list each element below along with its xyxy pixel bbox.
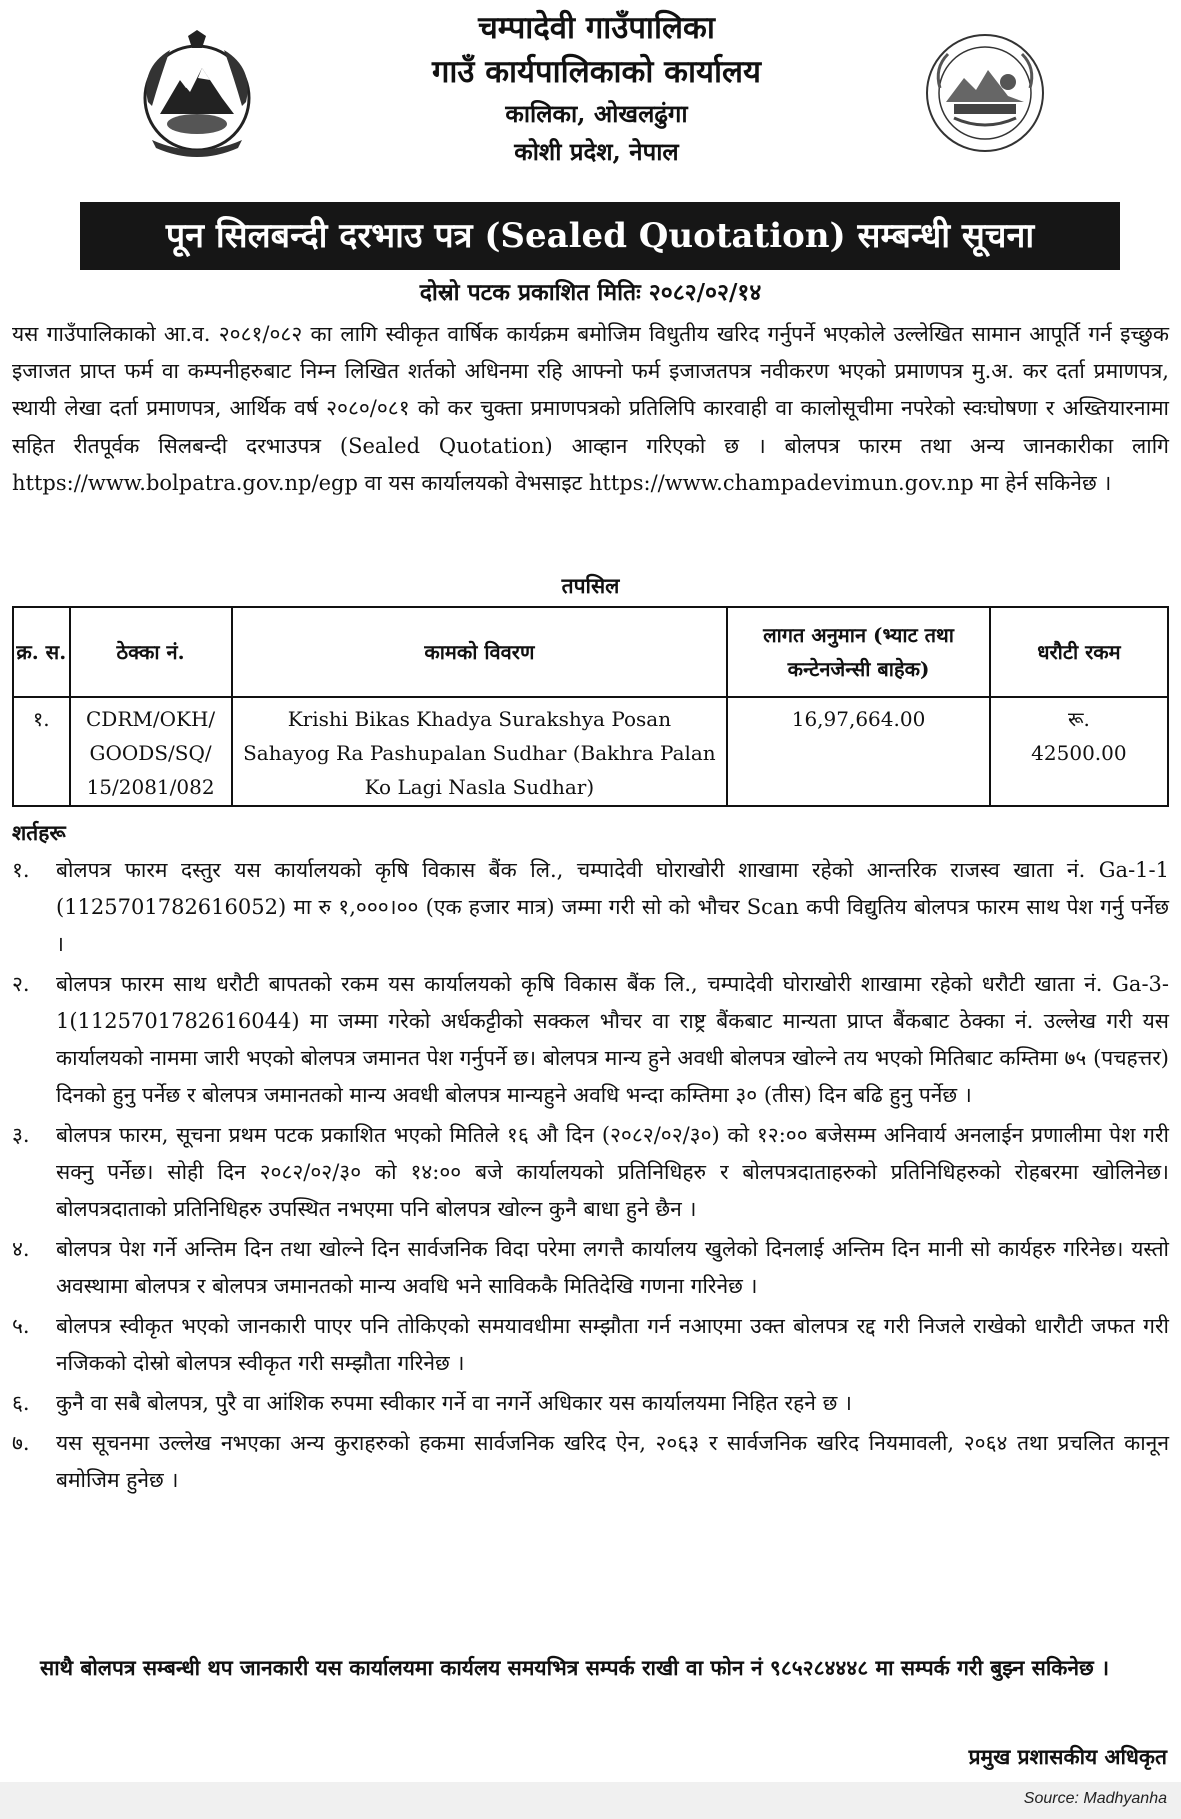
- condition-number: ५.: [12, 1314, 30, 1338]
- letterhead: [12, 6, 1169, 256]
- col-header-sn: क्र. स.: [13, 607, 70, 697]
- condition-text: बोलपत्र फारम दस्तुर यस कार्यालयको कृषि विकास बैंक लि., चम्पादेवी घोराखोरी शाखामा रहेको आन्तरिक राजस्व खाता नं. Ga-1-1 (1125701782616052) मा रु १,०००।०० (एक हजार मात्र) जम्मा गरी सो को भौचर Scan कपी विद्युतिय बोलपत्र फारम साथ पेश गर्नु पर्नेछ ।: [56, 858, 1169, 956]
- cell-sn: १.: [13, 697, 70, 806]
- condition-text: यस सूचनमा उल्लेख नभएका अन्य कुराहरुको हकमा सार्वजनिक खरिद ऐन, २०६३ र सार्वजनिक खरिद नियमावली, २०६४ तथा प्रचलित कानून बमोजिम हुनेछ ।: [56, 1431, 1169, 1492]
- condition-text: बोलपत्र फारम, सूचना प्रथम पटक प्रकाशित भएको मितिले १६ औ दिन (२०८२/०२/३०) को १२:०० बजेसम्म अनिवार्य अनलाईन प्रणालीमा पेश गरी सक्नु पर्नेछ। सोही दिन २०८२/०२/३० को १४:०० बजे कार्यालयको प्रतिनिधिहरु र बोलपत्रदाताहरुको प्रतिनिधिहरुको रोहबरमा खोलिनेछ। बोलपत्रदाताको प्रतिनिधिहरु उपस्थित नभएमा पनि बोलपत्र खोल्न कुनै बाधा हुने छैन ।: [56, 1123, 1169, 1221]
- cell-estimate: 16,97,664.00: [727, 697, 990, 806]
- source-credit: Source: Madhyanha: [1023, 1790, 1167, 1807]
- table-header-row: [13, 607, 1168, 697]
- municipality-logo-icon: [924, 32, 1046, 154]
- conditions-heading: शर्तहरू: [12, 820, 66, 845]
- condition-number: १.: [12, 858, 30, 882]
- list-item: [12, 852, 1169, 963]
- col-header-contract-no: ठेक्का नं.: [70, 607, 232, 697]
- condition-text: बोलपत्र स्वीकृत भएको जानकारी पाएर पनि तोकिएको समयावधीमा सम्झौता गर्न नआएमा उक्त बोलपत्र रद्द गरी निजले राखेको धारौटी जफत गरी नजिकको दोस्रो बोलपत्र स्वीकृत गरी सम्झौता गरिनेछ ।: [56, 1314, 1169, 1375]
- col-header-description: कामको विवरण: [232, 607, 728, 697]
- condition-number: ४.: [12, 1237, 30, 1261]
- condition-text: कुनै वा सबै बोलपत्र, पुरै वा आंशिक रुपमा स्वीकार गर्ने वा नगर्ने अधिकार यस कार्यालयमा निहित रहने छ ।: [56, 1391, 852, 1415]
- cell-description: Krishi Bikas Khadya Surakshya Posan Sahayog Ra Pashupalan Sudhar (Bakhra Palan Ko Lagi Nasla Sudhar): [232, 697, 728, 806]
- signatory-title: प्रमुख प्रशासकीय अधिकृत: [968, 1744, 1167, 1769]
- list-item: [12, 1425, 1169, 1499]
- condition-number: ७.: [12, 1431, 30, 1455]
- table-row: [13, 697, 1168, 806]
- cell-contract-no: CDRM/OKH/ GOODS/SQ/ 15/2081/082: [70, 697, 232, 806]
- condition-text: बोलपत्र पेश गर्ने अन्तिम दिन तथा खोल्ने दिन सार्वजनिक विदा परेमा लगत्तै कार्यालय खुलेको दिनलाई अन्तिम दिन मानी सो कार्यहरु गरिनेछ। यस्तो अवस्थामा बोलपत्र र बोलपत्र जमानतको मान्य अवधि भने साविककै मितिदेखि गणना गरिनेछ ।: [56, 1237, 1169, 1298]
- cell-deposit: रू. 42500.00: [990, 697, 1168, 806]
- province-country: कोशी प्रदेश, नेपाल: [514, 137, 679, 166]
- list-item: [12, 966, 1169, 1114]
- col-header-deposit: धरौटी रकम: [990, 607, 1168, 697]
- publication-date: दोस्रो पटक प्रकाशित मितिः २०८२/०२/१४: [419, 279, 762, 306]
- details-heading: तपसिल: [561, 573, 620, 598]
- municipality-name: चम्पादेवी गाउँपालिका: [478, 10, 715, 46]
- conditions-list: [12, 852, 1169, 1502]
- quotation-table: [12, 606, 1169, 807]
- office-name: गाउँ कार्यपालिकाको कार्यालय: [431, 54, 762, 90]
- condition-text: बोलपत्र फारम साथ धरौटी बापतको रकम यस कार्यालयको कृषि विकास बैंक लि., चम्पादेवी घोराखोरी शाखामा रहेको धरौटी खाता नं. Ga-3-1(1125701782616044) मा जम्मा गरेको अर्धकट्टीको सक्कल भौचर वा राष्ट्र बैंकबाट मान्यता प्राप्त बैंकबाट ठेक्का नं. उल्लेख गरी यस कार्यालयको नाममा जारी भएको बोलपत्र जमानत पेश गर्नुपर्ने छ। बोलपत्र मान्य हुने अवधी बोलपत्र खोल्ने तय भएको मितिबाट कम्तिमा ७५ (पचहत्तर) दिनको हुनु पर्नेछ र बोलपत्र जमानतको मान्य अवधी बोलपत्र मान्यहुने अवधि भन्दा कम्तिमा ३० (तीस) दिन बढि हुनु पर्नेछ ।: [56, 972, 1169, 1107]
- notice-title-banner: पून सिलबन्दी दरभाउ पत्र (Sealed Quotation) सम्बन्धी सूचना: [80, 202, 1120, 270]
- list-item: [12, 1385, 1169, 1422]
- list-item: [12, 1231, 1169, 1305]
- list-item: [12, 1308, 1169, 1382]
- office-location: कालिका, ओखलढुंगा: [505, 99, 688, 128]
- source-footer: [0, 1782, 1181, 1819]
- condition-number: ३.: [12, 1123, 30, 1147]
- condition-number: २.: [12, 972, 30, 996]
- notice-page: [12, 6, 1169, 1769]
- list-item: [12, 1117, 1169, 1228]
- col-header-estimate: लागत अनुमान (भ्याट तथा कन्टेनजेन्सी बाहेक): [727, 607, 990, 697]
- closing-paragraph: साथै बोलपत्र सम्बन्धी थप जानकारी यस कार्यालयमा कार्यलय समयभित्र सम्पर्क राखी वा फोन नं ९८५२८४४४८ मा सम्पर्क गरी बुझ्न सकिनेछ ।: [40, 1655, 1110, 1680]
- condition-number: ६.: [12, 1391, 30, 1415]
- intro-paragraph: यस गाउँपालिकाको आ.व. २०८१/०८२ का लागि स्वीकृत वार्षिक कार्यक्रम बमोजिम विधुतीय खरिद गर्नुपर्ने भएकोले उल्लेखित सामान आपूर्ति गर्न इच्छुक इजाजत प्राप्त फर्म वा कम्पनीहरुबाट निम्न लिखित शर्तको अधिनमा रहि आफ्नो फर्म इजाजतपत्र नवीकरण भएको प्रमाणपत्र मु.अ. कर दर्ता प्रमाणपत्र, स्थायी लेखा दर्ता प्रमाणपत्र, आर्थिक वर्ष २०८०/०८१ को कर चुक्ता प्रमाणपत्रको प्रतिलिपि कारवाही वा कालोसूचीमा नपरेको स्वःघोषणा र अख्तियारनामा सहित रीतपूर्वक सिलबन्दी दरभाउपत्र (Sealed Quotation) आव्हान गरिएको छ । बोलपत्र फारम तथा अन्य जानकारीका लागि https://www.bolpatra.gov.np/egp वा यस कार्यालयको वेभसाइट https://www.champadevimun.gov.np मा हेर्न सकिनेछ ।: [12, 322, 1169, 495]
